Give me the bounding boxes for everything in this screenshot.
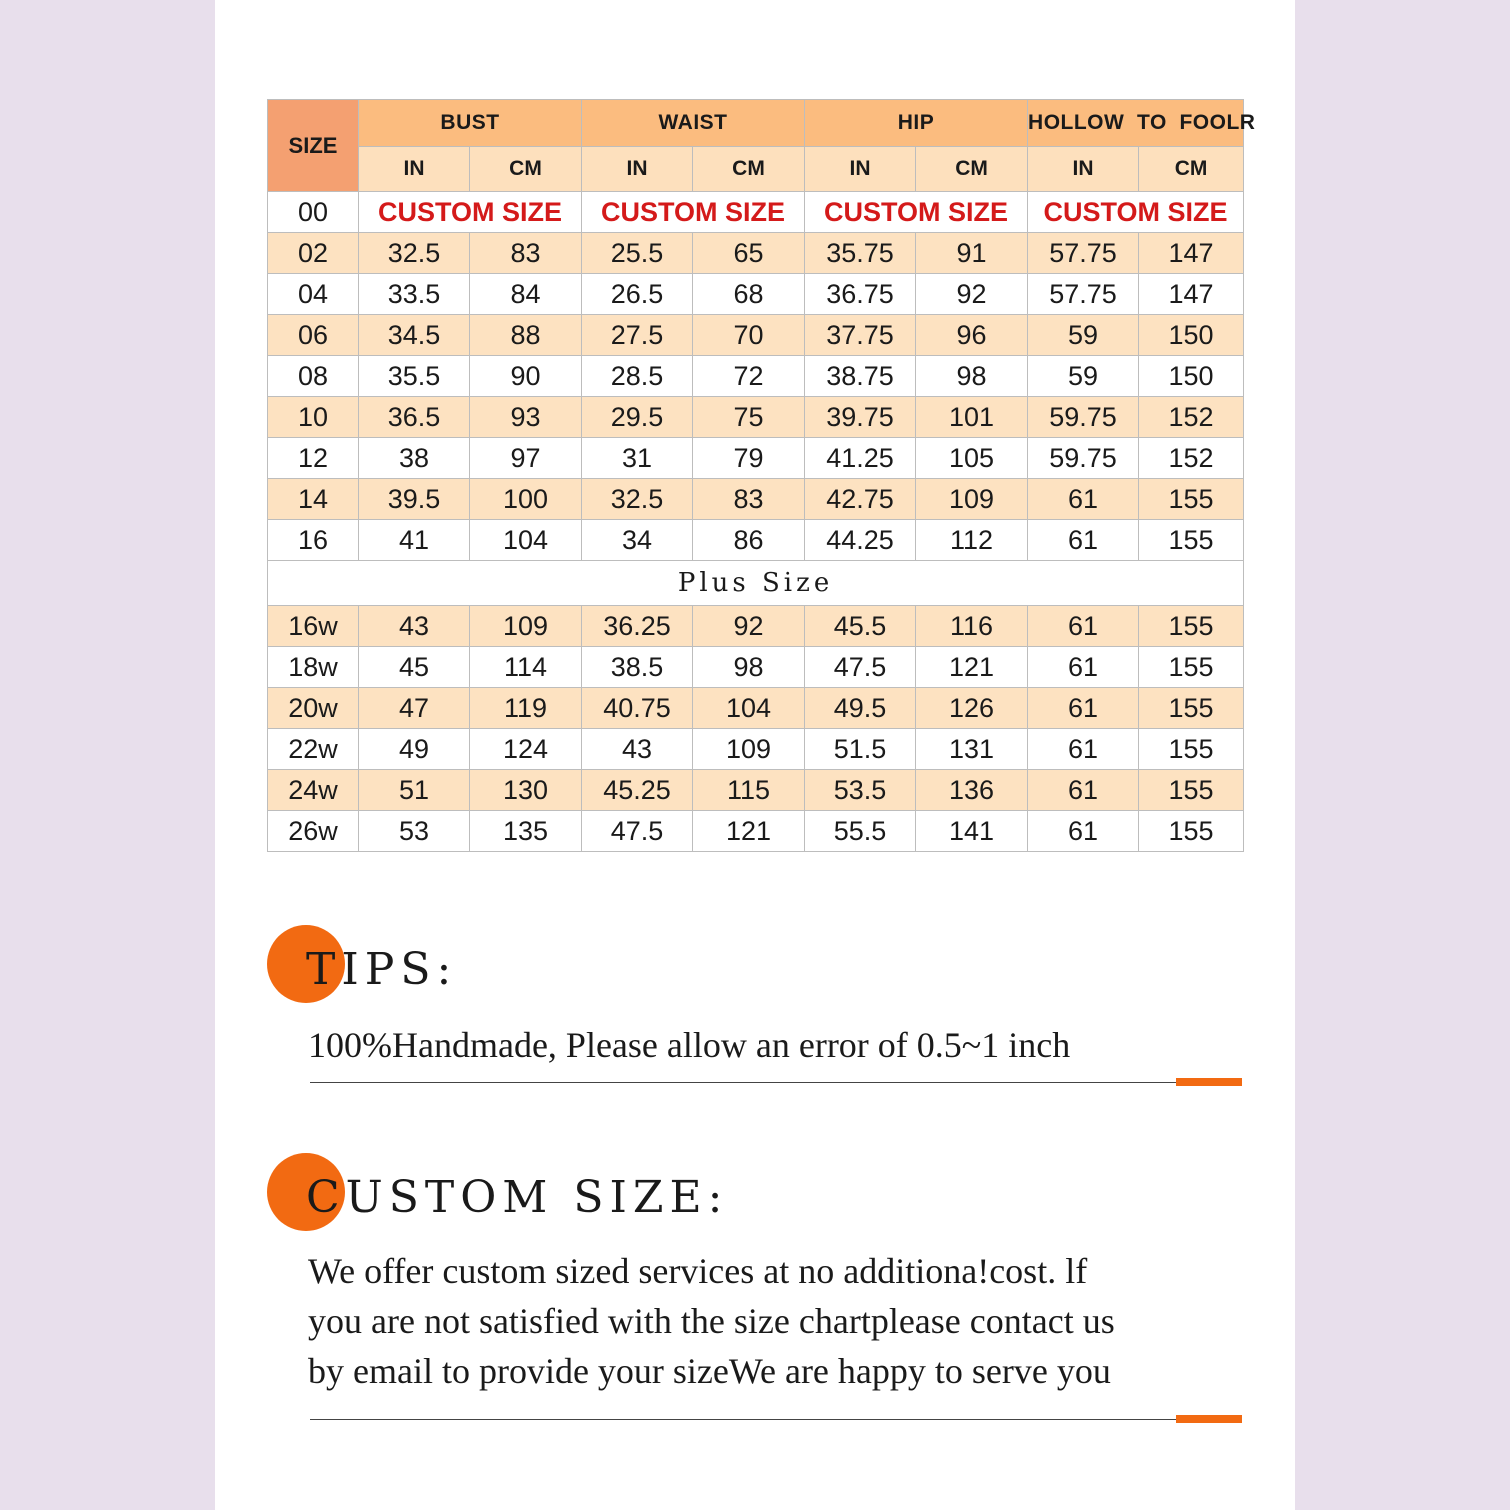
measurement-cell: 61 bbox=[1028, 729, 1139, 770]
custom-size-line: you are not satisfied with the size chartplease contact us bbox=[308, 1301, 1115, 1341]
measurement-cell: 65 bbox=[693, 233, 805, 274]
measurement-cell: 45.25 bbox=[582, 770, 693, 811]
table-row bbox=[268, 315, 1244, 356]
bust-header: BUST bbox=[359, 100, 582, 147]
custom-size-label: CUSTOM SIZE bbox=[805, 192, 1028, 233]
measurement-cell: 109 bbox=[693, 729, 805, 770]
table-row bbox=[268, 479, 1244, 520]
table-row bbox=[268, 233, 1244, 274]
measurement-cell: 36.25 bbox=[582, 606, 693, 647]
measurement-cell: 155 bbox=[1139, 688, 1244, 729]
unit-header: CM bbox=[1139, 147, 1244, 192]
custom-size-label: CUSTOM SIZE bbox=[1028, 192, 1244, 233]
measurement-cell: 155 bbox=[1139, 520, 1244, 561]
hip-header: HIP bbox=[805, 100, 1028, 147]
measurement-cell: 35.5 bbox=[359, 356, 470, 397]
measurement-cell: 61 bbox=[1028, 520, 1139, 561]
measurement-cell: 59 bbox=[1028, 356, 1139, 397]
measurement-cell: 34 bbox=[582, 520, 693, 561]
measurement-cell: 152 bbox=[1139, 438, 1244, 479]
measurement-cell: 150 bbox=[1139, 315, 1244, 356]
measurement-cell: 47 bbox=[359, 688, 470, 729]
measurement-cell: 147 bbox=[1139, 233, 1244, 274]
measurement-cell: 104 bbox=[470, 520, 582, 561]
table-row bbox=[268, 520, 1244, 561]
measurement-cell: 53 bbox=[359, 811, 470, 852]
measurement-cell: 84 bbox=[470, 274, 582, 315]
measurement-cell: 109 bbox=[470, 606, 582, 647]
plus-size-divider-row bbox=[268, 561, 1244, 606]
measurement-cell: 59.75 bbox=[1028, 438, 1139, 479]
measurement-cell: 130 bbox=[470, 770, 582, 811]
measurement-cell: 155 bbox=[1139, 606, 1244, 647]
measurement-cell: 29.5 bbox=[582, 397, 693, 438]
size-chart-table bbox=[267, 99, 1256, 852]
custom-size-line: We offer custom sized services at no additiona!cost. lf bbox=[308, 1251, 1088, 1291]
measurement-cell: 135 bbox=[470, 811, 582, 852]
measurement-cell: 49.5 bbox=[805, 688, 916, 729]
unit-header: IN bbox=[359, 147, 470, 192]
tips-title: TIPS: bbox=[306, 944, 458, 995]
measurement-cell: 27.5 bbox=[582, 315, 693, 356]
custom-size-row bbox=[268, 192, 1244, 233]
unit-header: IN bbox=[582, 147, 693, 192]
measurement-cell: 93 bbox=[470, 397, 582, 438]
custom-size-line: by email to provide your sizeWe are happy to serve you bbox=[308, 1351, 1111, 1391]
size-cell: 18w bbox=[268, 647, 359, 688]
measurement-cell: 152 bbox=[1139, 397, 1244, 438]
measurement-cell: 47.5 bbox=[582, 811, 693, 852]
measurement-cell: 126 bbox=[916, 688, 1028, 729]
measurement-cell: 150 bbox=[1139, 356, 1244, 397]
size-cell: 26w bbox=[268, 811, 359, 852]
measurement-cell: 59 bbox=[1028, 315, 1139, 356]
measurement-cell: 79 bbox=[693, 438, 805, 479]
measurement-cell: 141 bbox=[916, 811, 1028, 852]
size-cell: 22w bbox=[268, 729, 359, 770]
measurement-cell: 36.5 bbox=[359, 397, 470, 438]
table-row bbox=[268, 274, 1244, 315]
measurement-cell: 32.5 bbox=[359, 233, 470, 274]
measurement-cell: 59.75 bbox=[1028, 397, 1139, 438]
size-cell: 10 bbox=[268, 397, 359, 438]
measurement-cell: 155 bbox=[1139, 647, 1244, 688]
measurement-cell: 98 bbox=[916, 356, 1028, 397]
measurement-cell: 114 bbox=[470, 647, 582, 688]
measurement-cell: 32.5 bbox=[582, 479, 693, 520]
measurement-cell: 26.5 bbox=[582, 274, 693, 315]
measurement-cell: 31 bbox=[582, 438, 693, 479]
measurement-cell: 112 bbox=[916, 520, 1028, 561]
measurement-cell: 131 bbox=[916, 729, 1028, 770]
measurement-cell: 83 bbox=[693, 479, 805, 520]
measurement-cell: 109 bbox=[916, 479, 1028, 520]
measurement-cell: 61 bbox=[1028, 811, 1139, 852]
table-row bbox=[268, 811, 1244, 852]
measurement-cell: 39.5 bbox=[359, 479, 470, 520]
measurement-cell: 41 bbox=[359, 520, 470, 561]
measurement-cell: 37.75 bbox=[805, 315, 916, 356]
measurement-cell: 121 bbox=[693, 811, 805, 852]
measurement-cell: 136 bbox=[916, 770, 1028, 811]
measurement-cell: 39.75 bbox=[805, 397, 916, 438]
size-cell: 04 bbox=[268, 274, 359, 315]
size-header: SIZE bbox=[268, 100, 359, 192]
table-row bbox=[268, 647, 1244, 688]
size-cell: 08 bbox=[268, 356, 359, 397]
measurement-cell: 70 bbox=[693, 315, 805, 356]
measurement-cell: 115 bbox=[693, 770, 805, 811]
table-row bbox=[268, 770, 1244, 811]
measurement-cell: 83 bbox=[470, 233, 582, 274]
measurement-cell: 42.75 bbox=[805, 479, 916, 520]
custom-size-label: CUSTOM SIZE bbox=[582, 192, 805, 233]
measurement-cell: 34.5 bbox=[359, 315, 470, 356]
measurement-cell: 61 bbox=[1028, 647, 1139, 688]
measurement-cell: 100 bbox=[470, 479, 582, 520]
measurement-cell: 101 bbox=[916, 397, 1028, 438]
unit-header: IN bbox=[805, 147, 916, 192]
table-row bbox=[268, 606, 1244, 647]
measurement-cell: 55.5 bbox=[805, 811, 916, 852]
measurement-cell: 45.5 bbox=[805, 606, 916, 647]
measurement-cell: 53.5 bbox=[805, 770, 916, 811]
measurement-cell: 57.75 bbox=[1028, 233, 1139, 274]
measurement-cell: 33.5 bbox=[359, 274, 470, 315]
measurement-cell: 45 bbox=[359, 647, 470, 688]
waist-header: WAIST bbox=[582, 100, 805, 147]
measurement-cell: 38 bbox=[359, 438, 470, 479]
measurement-cell: 72 bbox=[693, 356, 805, 397]
measurement-cell: 68 bbox=[693, 274, 805, 315]
size-cell: 14 bbox=[268, 479, 359, 520]
measurement-cell: 116 bbox=[916, 606, 1028, 647]
measurement-cell: 88 bbox=[470, 315, 582, 356]
measurement-cell: 86 bbox=[693, 520, 805, 561]
measurement-cell: 41.25 bbox=[805, 438, 916, 479]
measurement-cell: 61 bbox=[1028, 688, 1139, 729]
hollow-to-floor-header: HOLLOW TO FOOLR bbox=[1028, 100, 1244, 147]
measurement-cell: 91 bbox=[916, 233, 1028, 274]
size-cell: 00 bbox=[268, 192, 359, 233]
measurement-cell: 35.75 bbox=[805, 233, 916, 274]
measurement-cell: 38.75 bbox=[805, 356, 916, 397]
measurement-cell: 49 bbox=[359, 729, 470, 770]
measurement-cell: 28.5 bbox=[582, 356, 693, 397]
table-row bbox=[268, 688, 1244, 729]
table-row bbox=[268, 397, 1244, 438]
unit-header: IN bbox=[1028, 147, 1139, 192]
measurement-cell: 25.5 bbox=[582, 233, 693, 274]
measurement-cell: 105 bbox=[916, 438, 1028, 479]
measurement-cell: 92 bbox=[693, 606, 805, 647]
size-cell: 24w bbox=[268, 770, 359, 811]
size-cell: 12 bbox=[268, 438, 359, 479]
measurement-cell: 96 bbox=[916, 315, 1028, 356]
measurement-cell: 155 bbox=[1139, 479, 1244, 520]
measurement-cell: 43 bbox=[359, 606, 470, 647]
custom-size-divider-accent bbox=[1176, 1415, 1242, 1423]
measurement-cell: 124 bbox=[470, 729, 582, 770]
unit-header: CM bbox=[693, 147, 805, 192]
measurement-cell: 61 bbox=[1028, 479, 1139, 520]
unit-header: CM bbox=[916, 147, 1028, 192]
tips-body: 100%Handmade, Please allow an error of 0.5~1 inch bbox=[308, 1025, 1071, 1065]
measurement-cell: 38.5 bbox=[582, 647, 693, 688]
measurement-cell: 155 bbox=[1139, 811, 1244, 852]
measurement-cell: 40.75 bbox=[582, 688, 693, 729]
size-cell: 06 bbox=[268, 315, 359, 356]
table-row bbox=[268, 729, 1244, 770]
measurement-cell: 61 bbox=[1028, 770, 1139, 811]
measurement-cell: 75 bbox=[693, 397, 805, 438]
measurement-cell: 155 bbox=[1139, 770, 1244, 811]
size-cell: 16w bbox=[268, 606, 359, 647]
size-cell: 20w bbox=[268, 688, 359, 729]
measurement-cell: 90 bbox=[470, 356, 582, 397]
size-cell: 02 bbox=[268, 233, 359, 274]
plus-size-label: Plus Size bbox=[268, 561, 1244, 606]
measurement-cell: 98 bbox=[693, 647, 805, 688]
measurement-cell: 57.75 bbox=[1028, 274, 1139, 315]
measurement-cell: 92 bbox=[916, 274, 1028, 315]
tips-divider-accent bbox=[1176, 1078, 1242, 1086]
table-row bbox=[268, 356, 1244, 397]
table-row bbox=[268, 438, 1244, 479]
measurement-cell: 47.5 bbox=[805, 647, 916, 688]
measurement-cell: 61 bbox=[1028, 606, 1139, 647]
unit-header: CM bbox=[470, 147, 582, 192]
measurement-cell: 121 bbox=[916, 647, 1028, 688]
custom-size-divider bbox=[310, 1419, 1176, 1420]
size-cell: 16 bbox=[268, 520, 359, 561]
measurement-cell: 36.75 bbox=[805, 274, 916, 315]
custom-size-title: CUSTOM SIZE: bbox=[306, 1172, 729, 1223]
measurement-cell: 51.5 bbox=[805, 729, 916, 770]
measurement-cell: 44.25 bbox=[805, 520, 916, 561]
measurement-cell: 51 bbox=[359, 770, 470, 811]
measurement-cell: 97 bbox=[470, 438, 582, 479]
measurement-cell: 119 bbox=[470, 688, 582, 729]
custom-size-label: CUSTOM SIZE bbox=[359, 192, 582, 233]
measurement-cell: 43 bbox=[582, 729, 693, 770]
tips-divider bbox=[310, 1082, 1176, 1083]
custom-size-body bbox=[308, 1246, 1115, 1396]
measurement-cell: 147 bbox=[1139, 274, 1244, 315]
measurement-cell: 155 bbox=[1139, 729, 1244, 770]
measurement-cell: 104 bbox=[693, 688, 805, 729]
